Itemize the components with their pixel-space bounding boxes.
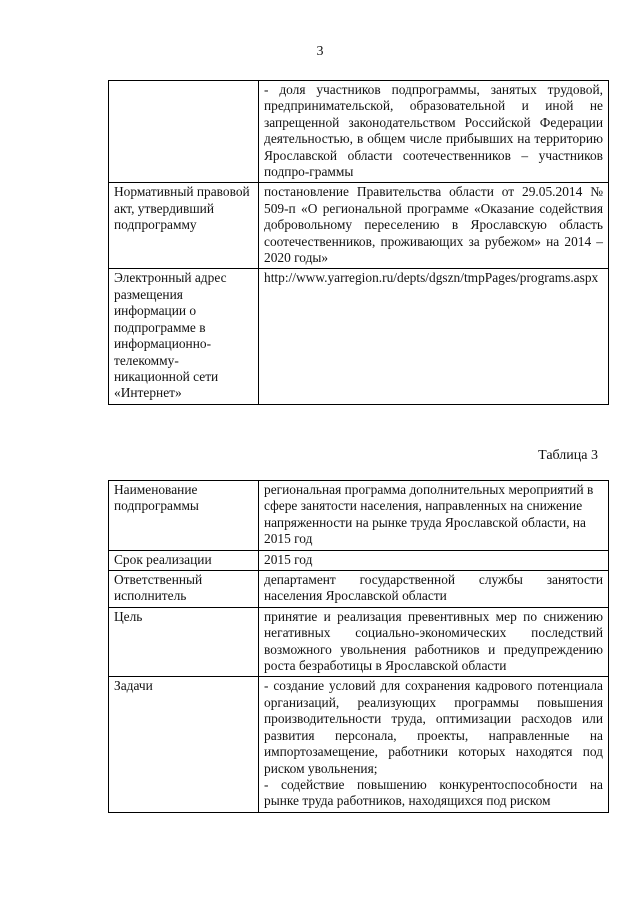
row-label: Задачи — [109, 677, 259, 812]
row-value: департамент государственной службы занятости населения Ярославской области — [259, 571, 609, 608]
program-info-table — [108, 80, 609, 405]
table-row — [109, 183, 609, 269]
page-number: 3 — [316, 44, 324, 59]
row-label: Электронный адрес размещения информации о подпрограмме в информационно-телекомму-никационной сети «Интернет» — [109, 269, 259, 404]
row-value: постановление Правительства области от 29.05.2014 № 509-п «О региональной программе «Оказание содействия добровольному переселению в Ярославскую область соотечественников, проживающих за рубежом» на 2014 – 2020 годы» — [259, 183, 609, 269]
table-row — [109, 571, 609, 608]
row-label: Срок реализации — [109, 550, 259, 570]
task-item: - содействие повышению конкурентоспособности на рынке труда работников, находящихся под риском — [264, 776, 603, 809]
row-value: 2015 год — [259, 550, 609, 570]
task-item: - создание условий для сохранения кадрового потенциала организаций, реализующих программы повышения производительности труда, оптимизации расходов или развития персонала, проекты, направленные на импортозамещение, работники которых находятся под риском увольнения; — [264, 678, 603, 776]
row-value-url: http://www.yarregion.ru/depts/dgszn/tmpPages/programs.aspx — [259, 269, 609, 404]
row-value: - доля участников подпрограммы, занятых трудовой, предпринимательской, образовательной и иной не запрещенной законодательством Российской Федерации деятельностью, в общем числе прибывших на территорию Ярославской области соотечественников – участников подпро-граммы — [259, 81, 609, 183]
row-label — [109, 81, 259, 183]
row-value: региональная программа дополнительных мероприятий в сфере занятости населения, направленных на снижение напряженности на рынке труда Ярославской области, на 2015 год — [259, 481, 609, 551]
row-value: принятие и реализация превентивных мер по снижению негативных социально-экономических последствий возможного увольнения работников и предупреждению роста безработицы в Ярославской области — [259, 607, 609, 677]
row-label: Нормативный правовой акт, утвердивший подпрограмму — [109, 183, 259, 269]
row-label: Цель — [109, 607, 259, 677]
table-row — [109, 550, 609, 570]
table-row — [109, 269, 609, 404]
table-row — [109, 481, 609, 551]
row-label: Ответственный исполнитель — [109, 571, 259, 608]
row-value — [259, 677, 609, 812]
table-row — [109, 677, 609, 812]
subprogram-passport-table — [108, 480, 609, 813]
table-row — [109, 607, 609, 677]
row-label: Наименование подпрограммы — [109, 481, 259, 551]
table-row — [109, 81, 609, 183]
table-caption: Таблица 3 — [538, 448, 598, 463]
